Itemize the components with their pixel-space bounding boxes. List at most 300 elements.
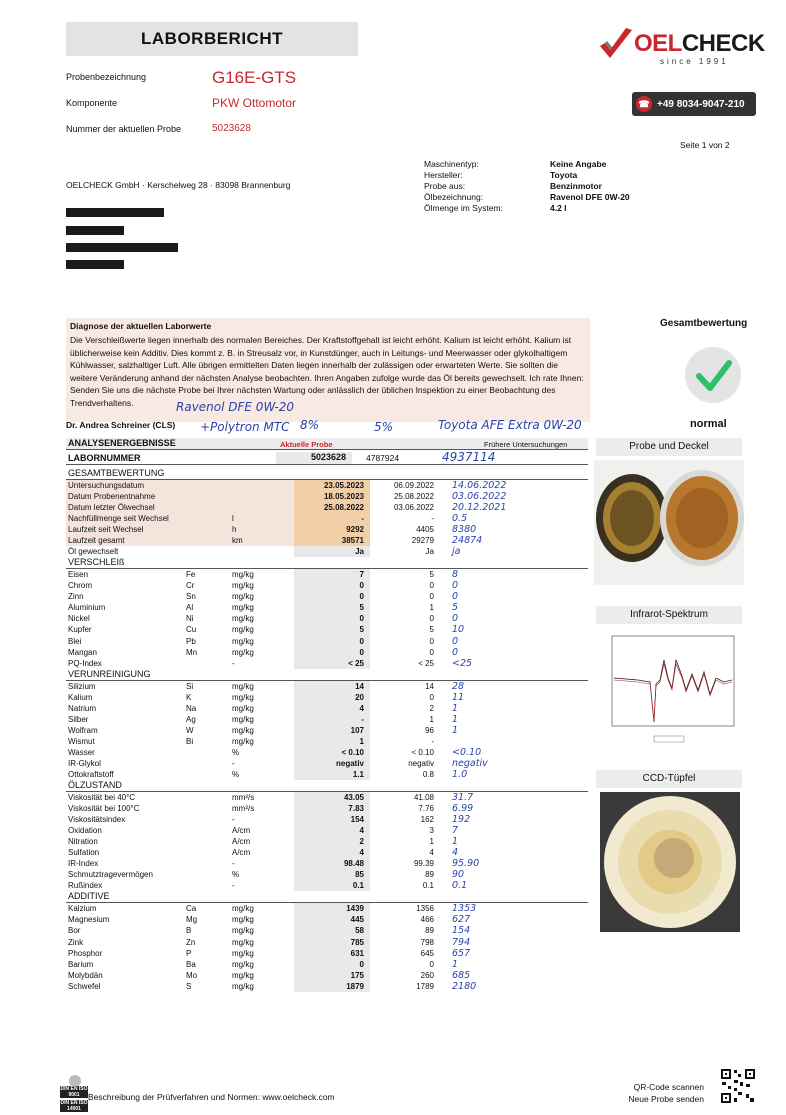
current-value: 14 xyxy=(294,680,370,692)
table-row xyxy=(66,535,588,546)
param-unit: mm²/s xyxy=(232,793,255,803)
current-value: 20 xyxy=(294,692,370,703)
param-name: Laufzeit seit Wechsel xyxy=(66,524,184,535)
previous-value: 03.06.2022 xyxy=(393,503,434,513)
handwritten-value: 90 xyxy=(452,869,465,881)
table-row xyxy=(66,747,588,758)
section-header-row xyxy=(66,557,588,569)
table-row xyxy=(66,647,588,658)
param-name: Kalzium xyxy=(68,904,97,914)
handwritten-value: 657 xyxy=(452,947,471,959)
current-value: 0 xyxy=(294,636,370,647)
previous-value: 0 xyxy=(429,636,434,646)
phone-icon: ☎ xyxy=(636,96,652,112)
redacted-line xyxy=(66,243,178,252)
previous-value: 0 xyxy=(429,592,434,602)
handwritten-value: 14.06.2022 xyxy=(452,480,507,491)
handwritten-value: 154 xyxy=(452,925,471,937)
previous-value: 0.8 xyxy=(422,770,434,779)
param-unit: mg/kg xyxy=(232,570,254,580)
param-symbol: P xyxy=(186,948,192,958)
table-row xyxy=(66,569,588,581)
param-symbol xyxy=(184,858,230,869)
handwritten-value: 685 xyxy=(452,969,471,981)
table-row xyxy=(66,948,588,959)
table-row xyxy=(66,925,588,936)
handwritten-value: 03.06.2022 xyxy=(452,491,507,503)
table-row xyxy=(66,836,588,847)
lab-number-handwritten: 4937114 xyxy=(442,450,496,464)
handwritten-value: 794 xyxy=(452,936,471,948)
param-unit: mg/kg xyxy=(232,981,254,991)
current-value: 1879 xyxy=(294,981,370,992)
param-name: Nachfüllmenge seit Wechsel xyxy=(66,513,184,524)
report-title: LABORBERICHT xyxy=(66,22,358,56)
diagnosis-box xyxy=(66,318,590,422)
param-symbol xyxy=(184,546,230,557)
param-unit: mg/kg xyxy=(232,581,254,591)
previous-value: 99.39 xyxy=(413,859,434,869)
param-symbol xyxy=(184,792,230,804)
previous-value: 96 xyxy=(425,725,434,735)
param-symbol xyxy=(184,491,230,502)
param-name: Phosphor xyxy=(68,948,103,958)
previous-value: 0 xyxy=(429,959,434,969)
table-row xyxy=(66,847,588,858)
param-name: Molybdän xyxy=(68,970,103,980)
handwritten-value: 1 xyxy=(452,836,459,848)
handwritten-additive: +Polytron MTC xyxy=(200,420,290,434)
previous-value: < 25 xyxy=(418,658,434,668)
current-value: 0 xyxy=(294,959,370,970)
table-row xyxy=(66,602,588,613)
previous-value: 0 xyxy=(429,614,434,624)
param-symbol: Cr xyxy=(186,581,195,591)
current-value: 7.83 xyxy=(294,803,370,814)
param-unit: A/cm xyxy=(232,837,251,847)
current-value: 38571 xyxy=(294,535,370,546)
table-row xyxy=(66,636,588,647)
param-symbol: Mn xyxy=(186,647,198,657)
previous-value: 260 xyxy=(420,970,434,980)
previous-value: - xyxy=(431,514,434,524)
param-unit: mg/kg xyxy=(232,948,254,958)
previous-value: - xyxy=(431,736,434,746)
param-name: IR-Index xyxy=(68,859,99,869)
previous-value: 1 xyxy=(429,837,434,847)
param-unit: mg/kg xyxy=(232,603,254,613)
previous-value: 25.08.2022 xyxy=(393,492,434,502)
param-name: Nickel xyxy=(68,614,90,624)
current-value: 0 xyxy=(294,580,370,591)
section-header-row xyxy=(66,468,588,480)
table-row xyxy=(66,680,588,692)
current-value: 4 xyxy=(294,703,370,714)
handwritten-value: <25 xyxy=(452,657,473,669)
param-symbol xyxy=(184,880,230,891)
table-row xyxy=(66,814,588,825)
table-row xyxy=(66,714,588,725)
redacted-line xyxy=(66,260,124,269)
lab-number-label: LABORNUMMER xyxy=(68,453,141,463)
results-header xyxy=(66,438,588,450)
table-row xyxy=(66,546,588,557)
redacted-line xyxy=(66,226,124,235)
param-name: Blei xyxy=(68,636,82,646)
handwritten-value: 0 xyxy=(452,613,459,625)
table-row xyxy=(66,480,588,492)
param-name: PQ-Index xyxy=(68,658,102,668)
table-row xyxy=(66,869,588,880)
param-symbol: Bi xyxy=(186,736,194,746)
param-unit: - xyxy=(232,859,235,869)
param-name: Öl gewechselt xyxy=(68,547,119,557)
current-value: 154 xyxy=(294,814,370,825)
param-unit xyxy=(230,491,294,502)
current-value: - xyxy=(294,714,370,725)
current-value: 23.05.2023 xyxy=(294,480,370,492)
handwritten-value: 1 xyxy=(452,958,459,970)
handwritten-value: 95.90 xyxy=(452,858,480,870)
current-value: 4 xyxy=(294,847,370,858)
param-symbol: K xyxy=(186,692,192,702)
param-symbol: Ba xyxy=(186,959,196,969)
previous-value: 14 xyxy=(425,681,434,691)
handwritten-value: negativ xyxy=(452,757,488,769)
param-symbol: B xyxy=(186,926,192,936)
param-name: Eisen xyxy=(68,570,89,580)
param-unit: mg/kg xyxy=(232,614,254,624)
current-value: 175 xyxy=(294,970,370,981)
phone-badge[interactable] xyxy=(632,92,756,116)
param-unit: mg/kg xyxy=(232,625,254,635)
handwritten-value: 10 xyxy=(452,624,465,636)
phone-number: +49 8034-9047-210 xyxy=(657,98,745,110)
param-unit: mg/kg xyxy=(232,647,254,657)
previous-value: 5 xyxy=(429,570,434,580)
handwritten-value: 31.7 xyxy=(452,792,474,804)
overall-check-icon xyxy=(684,346,742,404)
redacted-line xyxy=(66,208,164,217)
current-value: < 25 xyxy=(294,658,370,669)
param-symbol: Ag xyxy=(186,714,196,724)
table-row xyxy=(66,803,588,814)
section-title: VERSCHLEIß xyxy=(66,557,184,569)
previous-value: 1 xyxy=(429,714,434,724)
handwritten-value: 6.99 xyxy=(452,803,474,815)
previous-value: 5 xyxy=(429,625,434,635)
table-row xyxy=(66,491,588,502)
handwritten-value: <0.10 xyxy=(452,746,482,758)
cert-iso-9001: DIN EN ISO 9001 xyxy=(60,1086,88,1098)
param-name: Wasser xyxy=(68,747,95,757)
results-title: ANALYSENERGEBNISSE xyxy=(68,438,176,448)
diagnosis-heading: Diagnose der aktuellen Laborwerte xyxy=(70,321,212,331)
previous-value: 89 xyxy=(425,926,434,936)
current-value: 4 xyxy=(294,825,370,836)
previous-value: 0 xyxy=(429,647,434,657)
section-header-row xyxy=(66,669,588,681)
diagnosis-text: Die Verschleißwerte liegen innerhalb des normalen Bereiches. Der Kraftstoffgehalt ist leicht erhöht. Kalium ist leicht erhöht. Kalium ist üblicherweise kein Additiv. Dies kommt z. B. in Streusalz vor, in Kunstdünger, auch in Leitungs- und Meerwasser oder glykolhaltigem Kühlwasser, salzhaltiger Luft. Alle übrigen ermittelten Daten liegen innerhalb der zulässigen oder erwarteten Werte. Sie sollten die weitere Veränderung anhand der nächsten Analyse beobachten. Ihren Angaben zufolge wurde das Öl bereits gewechselt. Ich rate Ihnen: Senden Sie uns die nächste Probe bei Ihrer nächsten Wartung oder anlässlich der üblichen Inspektion zu einer Beobachtung des Trendverhaltens. xyxy=(70,335,584,408)
param-unit xyxy=(230,480,294,492)
param-name: Chrom xyxy=(68,581,93,591)
qr-text-2: Neue Probe senden xyxy=(628,1094,704,1104)
previous-value: 1356 xyxy=(416,904,434,914)
table-row xyxy=(66,524,588,535)
current-value: 2 xyxy=(294,836,370,847)
overall-value: normal xyxy=(690,418,727,430)
param-unit: mg/kg xyxy=(232,736,254,746)
param-name: Nitration xyxy=(68,837,98,847)
param-name: Magnesium xyxy=(68,915,110,925)
param-symbol: Mo xyxy=(186,970,198,980)
table-row xyxy=(66,981,588,992)
current-value: 58 xyxy=(294,925,370,936)
handwritten-value: 2180 xyxy=(452,980,477,992)
previous-value: 1789 xyxy=(416,981,434,991)
qr-code-icon[interactable] xyxy=(720,1068,756,1104)
param-unit: mg/kg xyxy=(232,725,254,735)
table-row xyxy=(66,513,588,524)
qr-text-1: QR-Code scannen xyxy=(633,1082,704,1092)
component-label: Komponente xyxy=(66,98,118,108)
handwritten-value: 7 xyxy=(452,825,459,837)
current-value: negativ xyxy=(294,758,370,769)
lab-number-current: 5023628 xyxy=(276,452,352,464)
results-table xyxy=(66,468,588,992)
param-symbol xyxy=(184,513,230,524)
param-name: Silber xyxy=(68,714,89,724)
overall-label: Gesamtbewertung xyxy=(660,318,748,329)
current-value: 107 xyxy=(294,725,370,736)
param-unit: A/cm xyxy=(232,848,251,858)
handwritten-value: 192 xyxy=(452,814,471,826)
param-symbol xyxy=(184,825,230,836)
handwritten-value: 24874 xyxy=(452,535,483,547)
previous-value: 06.09.2022 xyxy=(393,481,434,490)
previous-value: 645 xyxy=(420,948,434,958)
param-symbol xyxy=(184,836,230,847)
param-symbol xyxy=(184,524,230,535)
param-unit: km xyxy=(230,535,294,546)
param-unit: - xyxy=(232,758,235,768)
param-name: Kupfer xyxy=(68,625,92,635)
handwritten-value: ja xyxy=(452,546,461,558)
previous-value: 0 xyxy=(429,692,434,702)
sample-id-label: Probenbezeichnung xyxy=(66,72,147,82)
ccd-panel-title: CCD-Tüpfel xyxy=(596,770,742,788)
current-value: < 0.10 xyxy=(294,747,370,758)
page-indicator: Seite 1 von 2 xyxy=(680,140,730,150)
param-name: Zinn xyxy=(68,592,84,602)
ir-panel-title: Infrarot-Spektrum xyxy=(596,606,742,624)
param-symbol: Sn xyxy=(186,592,196,602)
previous-value: 466 xyxy=(420,915,434,925)
param-name: Wolfram xyxy=(68,725,98,735)
param-symbol xyxy=(184,847,230,858)
handwritten-value: 8380 xyxy=(452,524,477,536)
previous-value: 0 xyxy=(429,581,434,591)
param-symbol: Ni xyxy=(186,614,194,624)
param-unit: mg/kg xyxy=(232,714,254,724)
current-value: 0 xyxy=(294,591,370,602)
table-row xyxy=(66,914,588,925)
previous-value: < 0.10 xyxy=(411,747,434,757)
param-symbol: Zn xyxy=(186,937,196,947)
section-header-row xyxy=(66,780,588,792)
param-symbol: Pb xyxy=(186,636,196,646)
param-unit: mg/kg xyxy=(232,904,254,914)
param-symbol xyxy=(184,658,230,669)
param-name: Oxidation xyxy=(68,826,102,836)
table-row xyxy=(66,692,588,703)
handwritten-value: 0 xyxy=(452,580,459,592)
current-value: 5 xyxy=(294,602,370,613)
sample-panel-title: Probe und Deckel xyxy=(596,438,742,456)
table-row xyxy=(66,591,588,602)
handwritten-value: 11 xyxy=(452,691,465,703)
previous-header: Frühere Untersuchungen xyxy=(484,440,568,449)
section-header-row xyxy=(66,891,588,903)
handwritten-percent2: 5% xyxy=(374,420,394,434)
current-value: 0.1 xyxy=(294,880,370,891)
handwritten-value: 8 xyxy=(452,569,459,581)
param-unit: mg/kg xyxy=(232,636,254,646)
footer-text[interactable]: Beschreibung der Prüfverfahren und Normen: www.oelcheck.com xyxy=(88,1092,335,1102)
param-name: Aluminium xyxy=(68,603,106,613)
param-name: Natrium xyxy=(68,703,97,713)
current-value: 9292 xyxy=(294,524,370,535)
handwritten-value: 0 xyxy=(452,591,459,603)
current-value: 85 xyxy=(294,869,370,880)
param-unit: - xyxy=(232,658,235,668)
lab-address: OELCHECK GmbH · Kerschelweg 28 · 83098 Brannenburg xyxy=(66,180,291,190)
previous-value: 4405 xyxy=(416,525,434,535)
sample-id-value: G16E-GTS xyxy=(212,68,297,87)
previous-value: 7.76 xyxy=(418,804,434,814)
handwritten-oil: Ravenol DFE 0W-20 xyxy=(176,400,294,414)
param-unit: h xyxy=(230,524,294,535)
table-row xyxy=(66,959,588,970)
current-value: 5 xyxy=(294,624,370,635)
previous-value: 89 xyxy=(425,870,434,880)
table-row xyxy=(66,970,588,981)
param-unit: % xyxy=(232,870,240,880)
param-name: Silizium xyxy=(68,681,96,691)
param-unit: % xyxy=(232,770,240,779)
sample-photo xyxy=(594,460,744,585)
param-symbol xyxy=(184,769,230,780)
handwritten-value: 0.1 xyxy=(452,880,468,892)
param-symbol: S xyxy=(186,981,192,991)
param-symbol: Al xyxy=(186,603,194,613)
lab-number-row xyxy=(66,452,588,465)
previous-value: Ja xyxy=(425,547,434,557)
table-row xyxy=(66,658,588,669)
handwritten-value: 1353 xyxy=(452,903,477,915)
param-name: IR-Glykol xyxy=(68,758,101,768)
current-value: - xyxy=(294,513,370,524)
logo-since: since 1991 xyxy=(660,57,729,66)
param-name: Viskosität bei 40°C xyxy=(68,793,136,803)
previous-value: 3 xyxy=(429,826,434,836)
param-name: Viskositätsindex xyxy=(68,815,126,825)
section-title: ÖLZUSTAND xyxy=(66,780,184,792)
param-name: Rußindex xyxy=(68,881,103,891)
current-value: 1 xyxy=(294,736,370,747)
param-symbol: Si xyxy=(186,681,194,691)
param-symbol: W xyxy=(186,725,194,735)
handwritten-value: 28 xyxy=(452,680,465,692)
handwritten-percent1: 8% xyxy=(300,418,320,432)
param-unit: mg/kg xyxy=(232,692,254,702)
table-row xyxy=(66,825,588,836)
table-row xyxy=(66,903,588,915)
param-symbol xyxy=(184,814,230,825)
table-row xyxy=(66,792,588,804)
param-name: Datum Probenentnahme xyxy=(66,491,184,502)
param-symbol xyxy=(184,747,230,758)
current-value: 631 xyxy=(294,948,370,959)
previous-value: 162 xyxy=(420,815,434,825)
param-symbol: Fe xyxy=(186,570,196,580)
param-name: Schwefel xyxy=(68,981,101,991)
table-row xyxy=(66,736,588,747)
current-value: 0 xyxy=(294,647,370,658)
previous-value: 0.1 xyxy=(422,881,434,891)
oelcheck-logo xyxy=(596,20,764,72)
table-row xyxy=(66,937,588,948)
previous-value: 1 xyxy=(429,603,434,613)
current-value: 7 xyxy=(294,569,370,581)
param-unit: - xyxy=(232,815,235,825)
param-unit: mg/kg xyxy=(232,592,254,602)
param-unit: mg/kg xyxy=(232,703,254,713)
logo-text: OELCHECK xyxy=(634,30,765,57)
param-symbol xyxy=(184,535,230,546)
handwritten-value: 4 xyxy=(452,847,459,859)
param-unit: mg/kg xyxy=(232,915,254,925)
current-sample-header: Aktuelle Probe xyxy=(280,440,333,449)
current-value: 98.48 xyxy=(294,858,370,869)
table-row xyxy=(66,858,588,869)
param-symbol xyxy=(184,869,230,880)
previous-value: 41.08 xyxy=(413,793,434,803)
param-symbol xyxy=(184,758,230,769)
current-value: 1.1 xyxy=(294,769,370,780)
param-name: Sulfation xyxy=(68,848,100,858)
param-unit: - xyxy=(232,881,235,891)
previous-value: negativ xyxy=(408,758,434,768)
diagnosis-author: Dr. Andrea Schreiner (CLS) xyxy=(66,420,176,430)
param-unit: % xyxy=(232,747,240,757)
param-unit: l xyxy=(230,513,294,524)
param-name: Datum letzter Ölwechsel xyxy=(66,502,184,513)
param-symbol xyxy=(184,803,230,814)
current-value: 0 xyxy=(294,613,370,624)
handwritten-value: 0.5 xyxy=(452,513,468,525)
table-row xyxy=(66,613,588,624)
ir-spectrum-chart xyxy=(598,630,740,748)
section-title: GESAMTBEWERTUNG xyxy=(66,468,184,480)
handwritten-value: 5 xyxy=(452,602,459,614)
param-symbol: Ca xyxy=(186,904,197,914)
param-name: Bor xyxy=(68,926,81,936)
previous-value: 798 xyxy=(420,937,434,947)
table-row xyxy=(66,624,588,635)
checkmark-logo-icon xyxy=(596,24,636,64)
table-row xyxy=(66,703,588,714)
